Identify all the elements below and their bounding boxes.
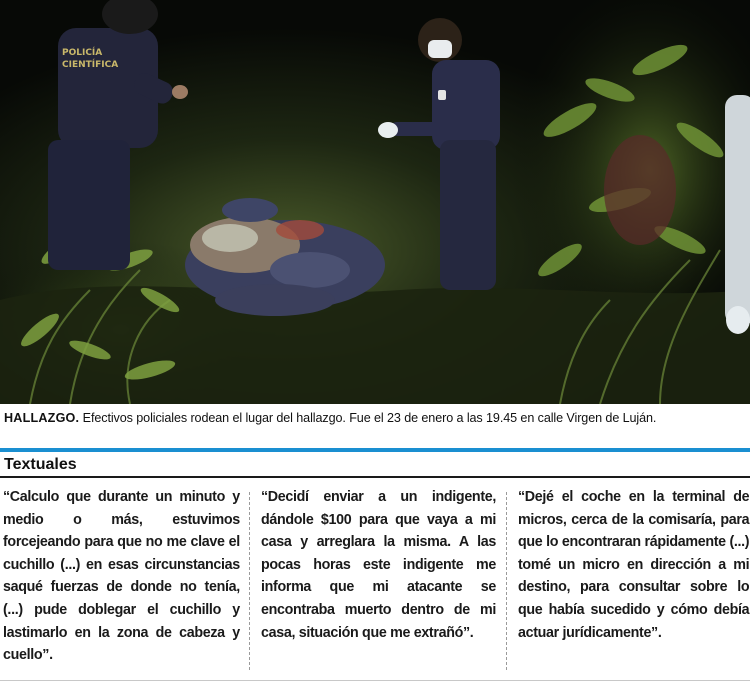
quote-2: “Decidí enviar a un indigente, dándole $100 para que vaya a mi casa y arreglara la misma. A las pocas horas este indigente me informa que mi atacante se encontraba muerto dentro de mi casa, situación que me extrañó”. <box>261 488 496 641</box>
caption-kicker: HALLAZGO. <box>4 411 80 425</box>
section-title: Textuales <box>4 456 77 473</box>
person-right-edge <box>725 95 750 334</box>
section-header <box>0 452 750 478</box>
column-divider-2 <box>506 492 507 670</box>
quote-3: “Dejé el coche en la terminal de micros, cerca de la comisaría, para que lo encontraran rápidamente (...) tomé un micro en dirección a mi destino, para consultar sobre lo que había sucedido y cómo debía actuar jurídicamente”. <box>518 488 750 641</box>
bottom-rule <box>0 680 750 681</box>
photo-caption <box>0 404 750 434</box>
svg-text:POLICÍA: POLICÍA <box>62 48 103 58</box>
quotes-row <box>0 486 750 676</box>
accent-bar <box>0 448 750 452</box>
column-divider-1 <box>249 492 250 670</box>
svg-text:CIENTÍFICA: CIENTÍFICA <box>62 60 119 70</box>
quote-1: “Calculo que durante un minuto y medio o más, estuvimos forcejeando para que no me clave el cuchillo (...) en esas circunstancias saqué fuerzas de donde no tenía, (...) pude doblegar el cuchillo y lastimarlo en la zona de cabeza y cuello”. <box>3 488 240 664</box>
section-rule <box>0 476 750 478</box>
caption-text: Efectivos policiales rodean el lugar del hallazgo. Fue el 23 de enero a las 19.45 en calle Virgen de Luján. <box>79 411 657 425</box>
